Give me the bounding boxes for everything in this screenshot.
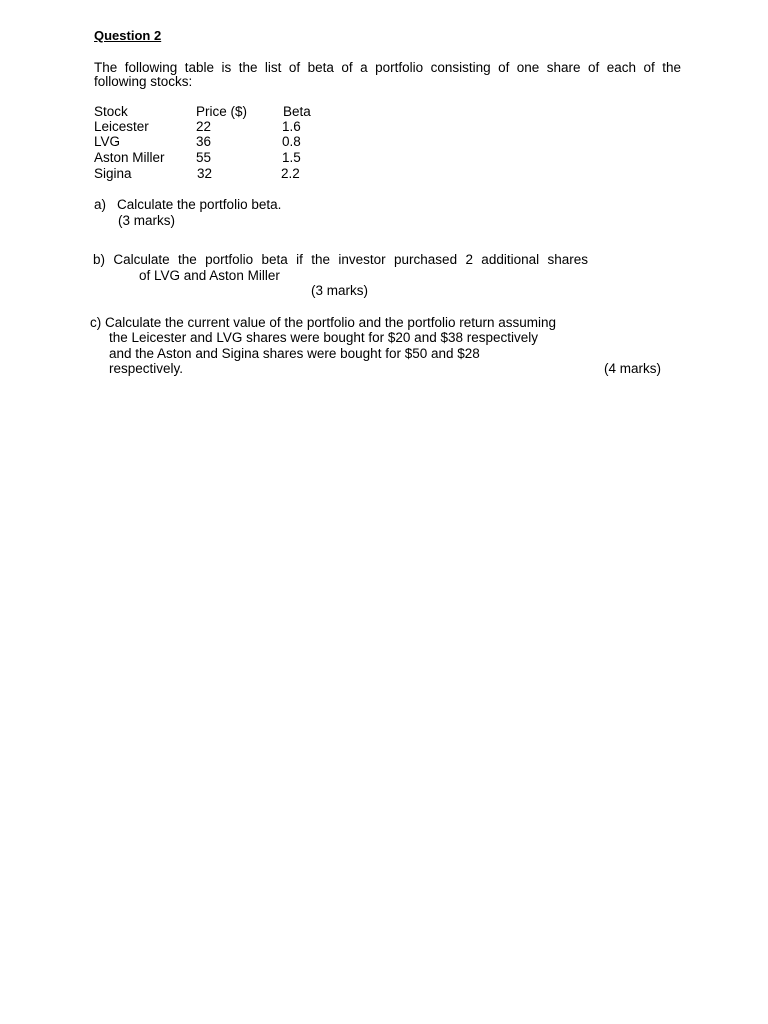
cell-beta: 2.2 — [281, 166, 300, 181]
cell-price: 55 — [196, 150, 212, 165]
cell-price: 22 — [196, 119, 212, 134]
part-b-line-1: b) Calculate the portfolio beta if the investor purchased 2 additional shares — [93, 252, 588, 267]
intro-line-2: following stocks: — [94, 74, 193, 89]
cell-stock: LVG — [94, 134, 121, 149]
header-beta: Beta — [283, 104, 311, 119]
question-title: Question 2 — [94, 28, 162, 43]
part-b-marks: (3 marks) — [311, 283, 368, 298]
part-c-line-4: respectively. — [109, 361, 184, 376]
part-a-label: a) — [94, 197, 107, 212]
cell-price: 36 — [196, 134, 212, 149]
header-price: Price ($) — [196, 104, 248, 119]
part-c-line-3: and the Aston and Sigina shares were bought for $50 and $28 — [109, 346, 480, 361]
cell-beta: 1.5 — [282, 150, 301, 165]
cell-stock: Aston Miller — [94, 150, 165, 165]
cell-stock: Sigina — [94, 166, 132, 181]
part-c-line-1: c) Calculate the current value of the portfolio and the portfolio return assuming — [90, 315, 557, 330]
header-stock: Stock — [94, 104, 128, 119]
part-a-text: Calculate the portfolio beta. — [117, 197, 282, 212]
intro-line-1: The following table is the list of beta of a portfolio consisting of one share of each of the — [94, 60, 681, 75]
part-a-marks: (3 marks) — [118, 213, 175, 228]
cell-stock: Leicester — [94, 119, 149, 134]
cell-beta: 1.6 — [282, 119, 301, 134]
cell-beta: 0.8 — [282, 134, 301, 149]
part-c-line-2: the Leicester and LVG shares were bought for $20 and $38 respectively — [109, 330, 539, 345]
cell-price: 32 — [197, 166, 213, 181]
part-c-marks: (4 marks) — [604, 361, 661, 376]
part-b-line-2: of LVG and Aston Miller — [139, 268, 280, 283]
